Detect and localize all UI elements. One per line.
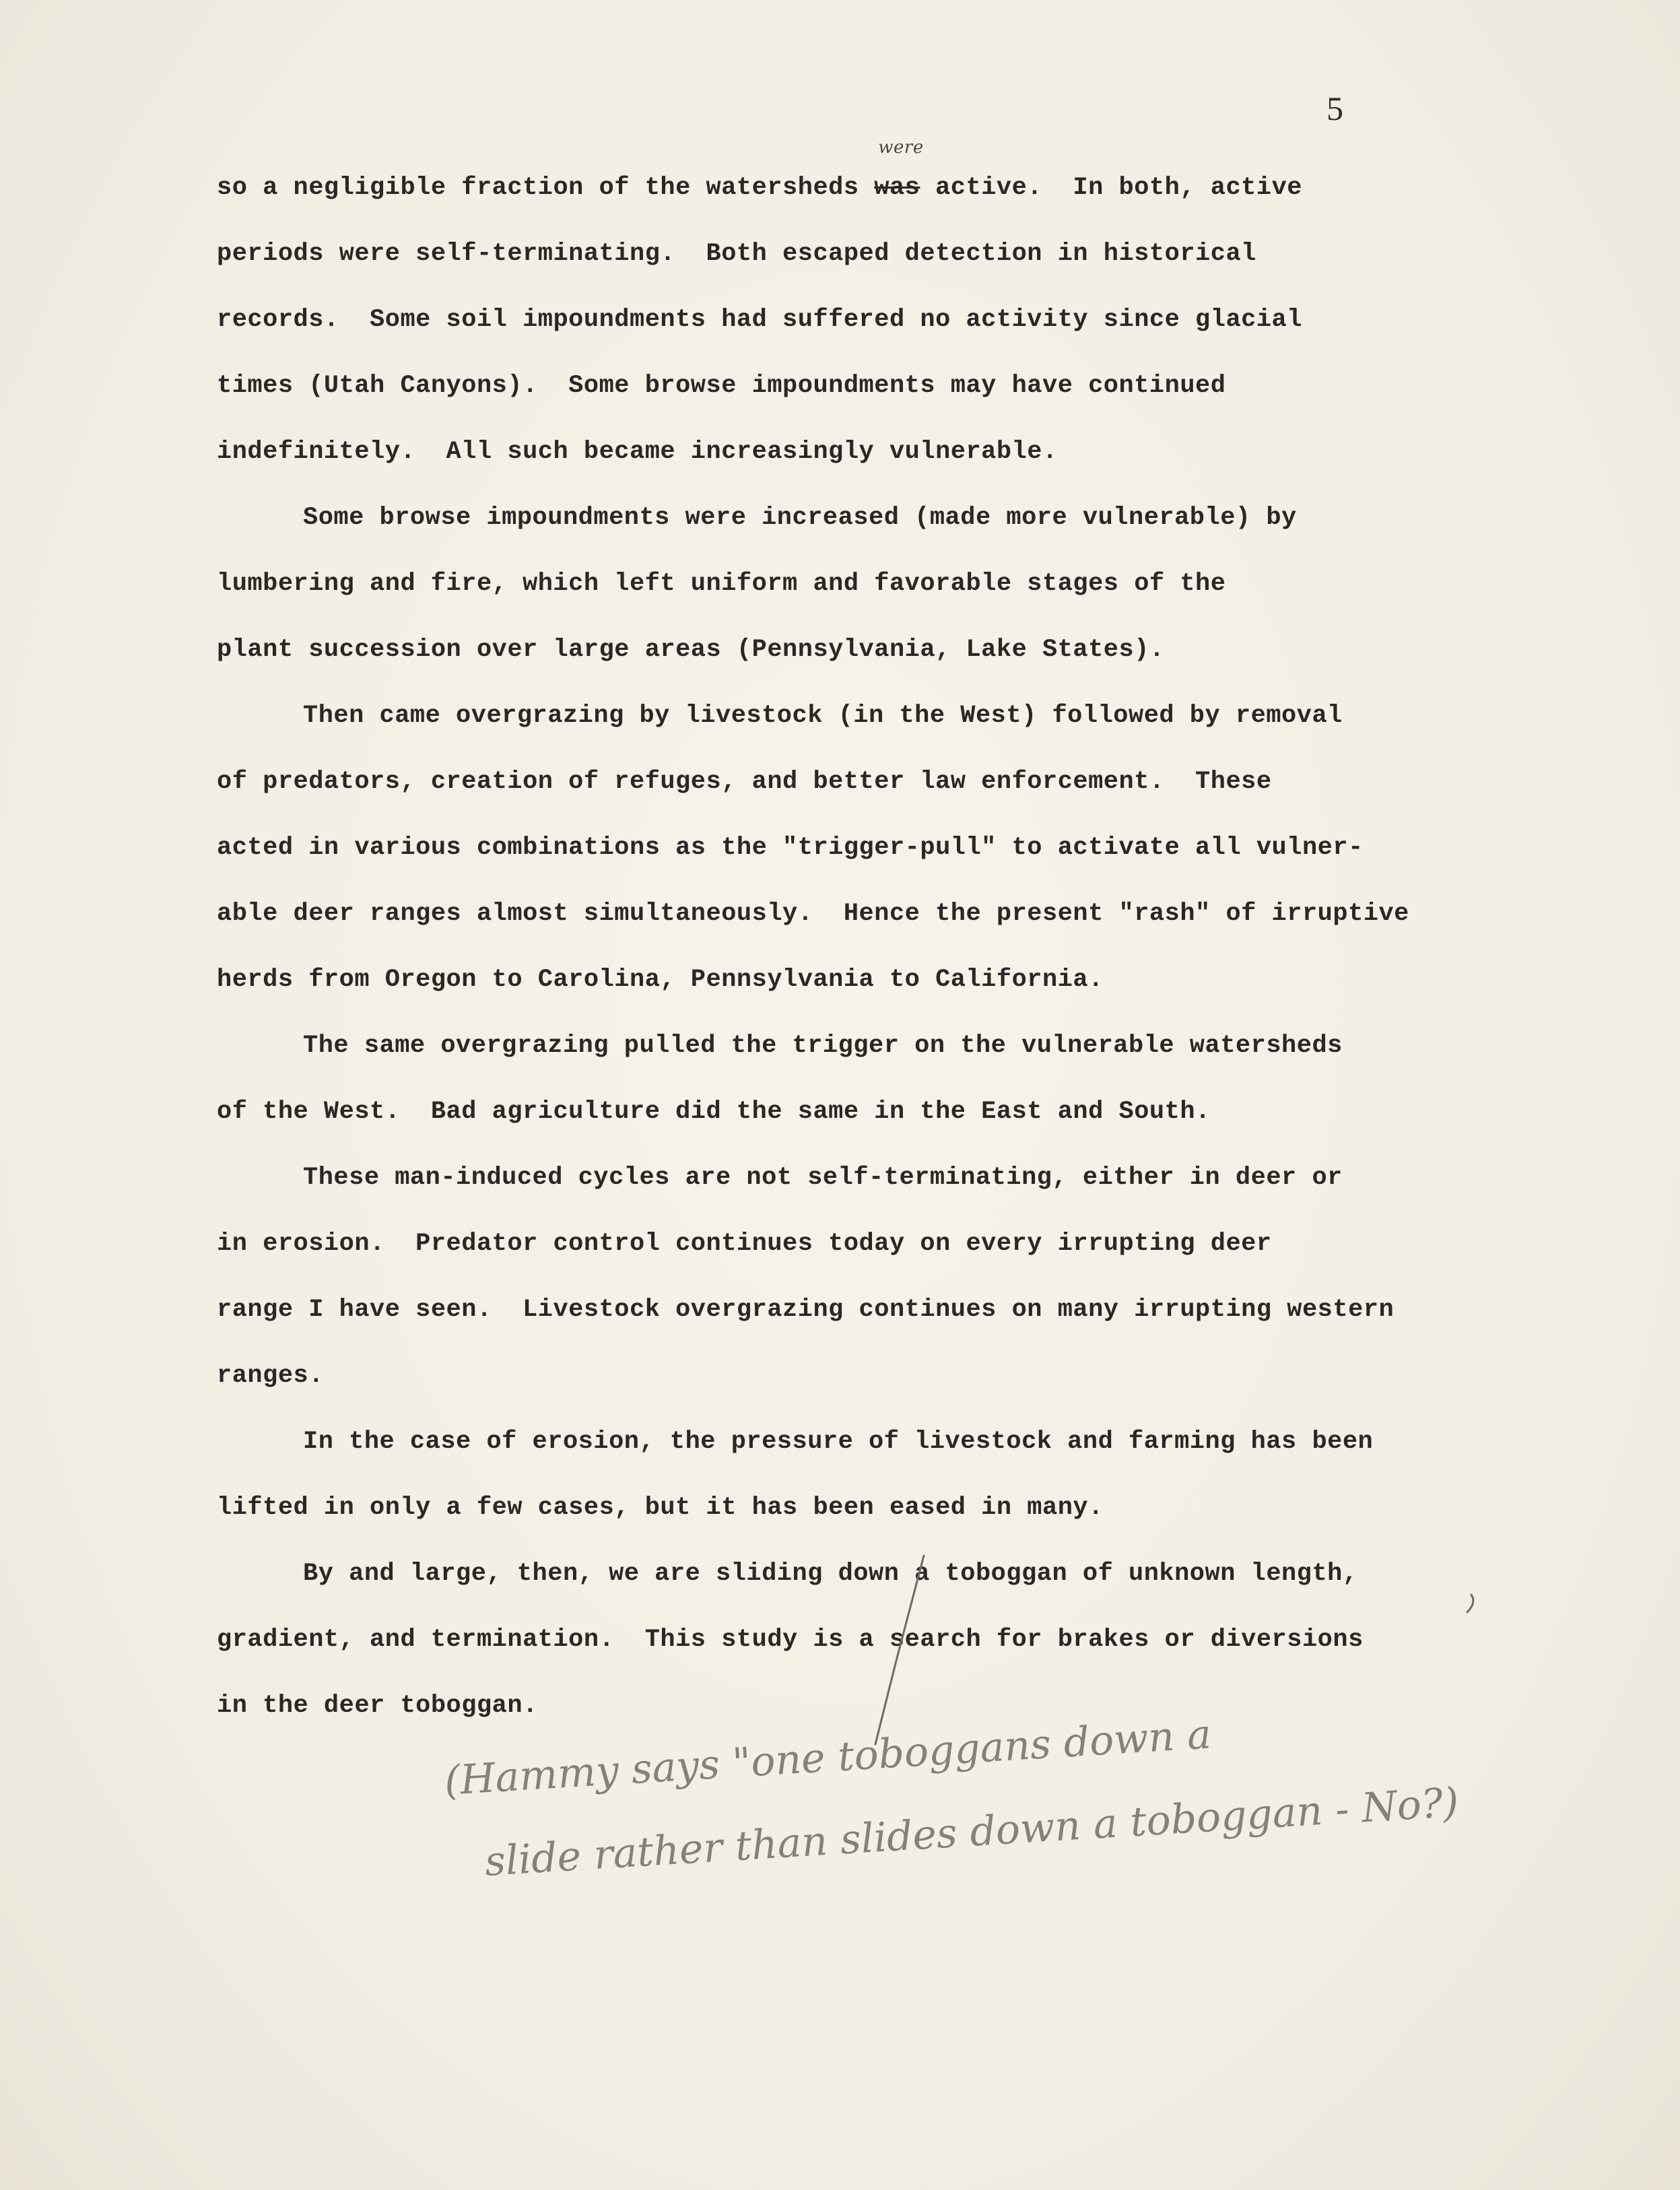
text-line: plant succession over large areas (Pennsylvania, Lake States). [217, 636, 1165, 664]
paragraph-5 [217, 1145, 1550, 1409]
text-line: lifted in only a few cases, but it has been eased in many. [217, 1494, 1104, 1522]
text-line: lumbering and fire, which left uniform and favorable stages of the [217, 570, 1226, 598]
text-line: times (Utah Canyons). Some browse impoundments may have continued [217, 372, 1226, 400]
struck-word: was [874, 174, 920, 202]
text-line: Some browse impoundments were increased (made more vulnerable) by [303, 504, 1297, 532]
text-line: By and large, then, we are sliding down a toboggan of unknown length, [303, 1560, 1358, 1588]
text-line: gradient, and termination. This study is a search for brakes or diversions [217, 1626, 1364, 1654]
page-number: 5 [1326, 90, 1343, 127]
text-line: ranges. [217, 1362, 324, 1390]
text-segment: so a negligible fraction of the watersheds [217, 174, 875, 202]
paragraph-2 [217, 485, 1550, 683]
text-line: The same overgrazing pulled the trigger on the vulnerable watersheds [303, 1032, 1343, 1060]
paragraph-4 [217, 1013, 1550, 1145]
correction [874, 137, 924, 221]
text-line: range I have seen. Livestock overgrazing continues on many irrupting western [217, 1296, 1395, 1324]
text-line: in erosion. Predator control continues today on every irrupting deer [217, 1230, 1272, 1258]
paragraph-3 [217, 683, 1550, 1013]
text-line: herds from Oregon to Carolina, Pennsylvania to California. [217, 966, 1104, 994]
text-line [217, 137, 1550, 221]
paragraph-6 [217, 1409, 1550, 1541]
handwritten-note-line-1: (Hammy says "one toboggans down a [442, 1711, 1213, 1805]
handwritten-insertion: were [878, 137, 924, 158]
text-line: periods were self-terminating. Both escaped detection in historical [217, 240, 1256, 268]
text-line: of the West. Bad agriculture did the same in the East and South. [217, 1098, 1211, 1126]
paragraph-1 [217, 137, 1550, 485]
text-line: able deer ranges almost simultaneously. Hence the present "rash" of irruptive [217, 900, 1409, 928]
paragraph-7 [217, 1541, 1550, 1739]
text-segment: active. In both, active [920, 174, 1302, 202]
text-line: indefinitely. All such became increasingly vulnerable. [217, 438, 1058, 466]
text-line: acted in various combinations as the "trigger-pull" to activate all vulner- [217, 834, 1364, 862]
text-line: These man-induced cycles are not self-terminating, either in deer or [303, 1164, 1343, 1192]
typed-body [217, 137, 1550, 1739]
text-line: in the deer toboggan. [217, 1692, 538, 1720]
text-line: records. Some soil impoundments had suffered no activity since glacial [217, 306, 1302, 334]
handwritten-note-line-2: slide rather than slides down a toboggan - No?) [483, 1779, 1460, 1886]
text-line: of predators, creation of refuges, and better law enforcement. These [217, 768, 1272, 796]
text-line: Then came overgrazing by livestock (in the West) followed by removal [303, 702, 1343, 730]
text-line: In the case of erosion, the pressure of livestock and farming has been [303, 1428, 1374, 1456]
